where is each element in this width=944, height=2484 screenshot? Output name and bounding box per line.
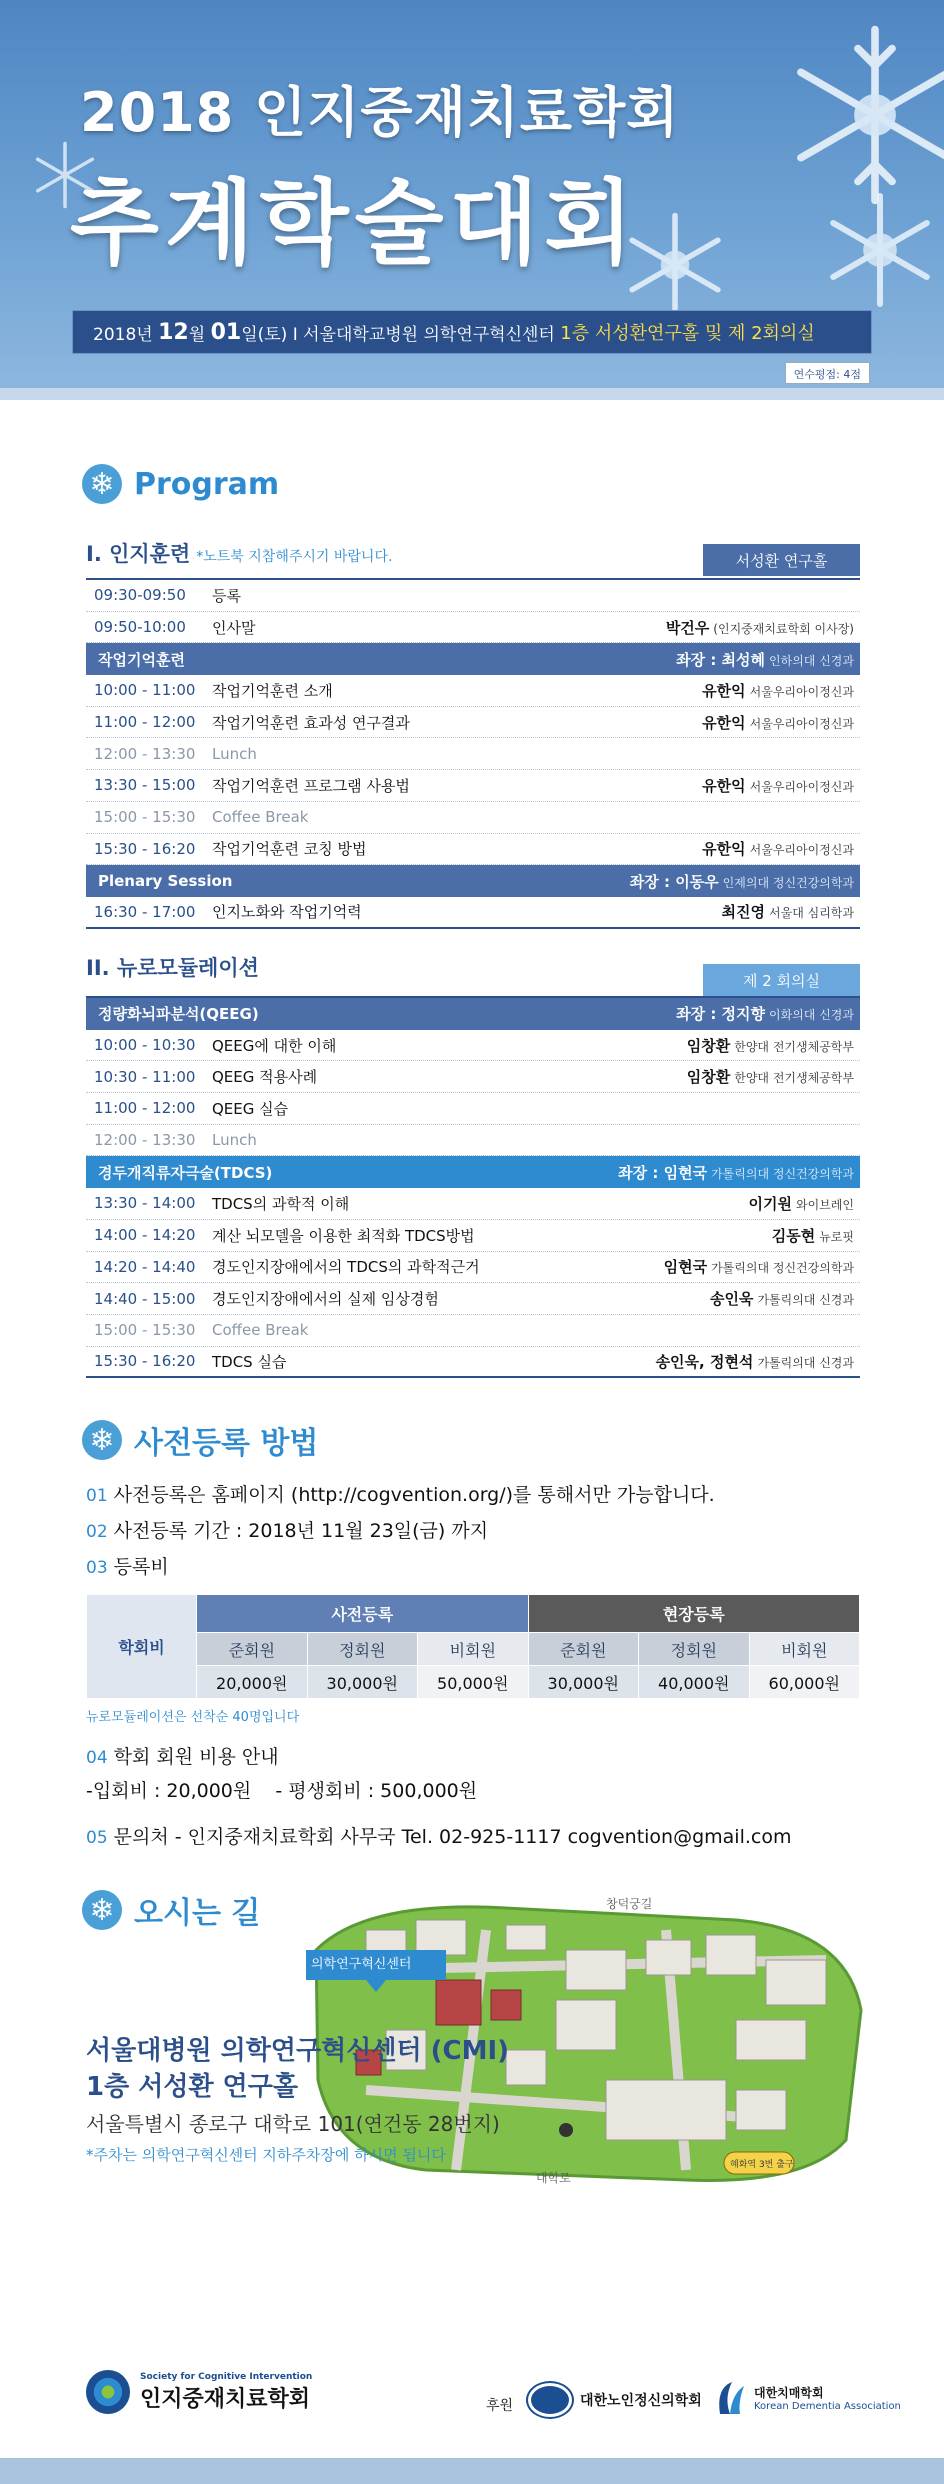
schedule-row (86, 707, 860, 739)
speaker-name: 박건우 (665, 618, 710, 637)
schedule-speaker (850, 586, 860, 604)
date-month: 12 (158, 319, 189, 345)
schedule-time: 15:30 - 16:20 (94, 1352, 196, 1371)
date-venue-bar (72, 310, 872, 354)
schedule-speaker (702, 712, 860, 733)
schedule-title: Lunch (212, 1131, 257, 1150)
fee-value: 30,000원 (307, 1666, 418, 1699)
registration-item-text: 등록비 (113, 1556, 169, 1578)
session-title: Plenary Session (98, 872, 233, 891)
chair-affiliation: 인하의대 신경과 (769, 653, 854, 668)
schedule-title: 경도인지장애에서의 TDCS의 과학적근거 (212, 1258, 480, 1277)
sponsor-2-logo-icon (714, 2378, 748, 2418)
registration-item-num: 02 (86, 1522, 108, 1542)
schedule-row (86, 1125, 860, 1157)
schedule-title: 계산 뇌모델을 이용한 최적화 TDCS방법 (212, 1226, 475, 1245)
speaker-name: 임현국 (663, 1258, 708, 1277)
part1-note: *노트북 지참해주시기 바랍니다. (196, 549, 393, 565)
registration-item-4 (86, 1742, 279, 1769)
speaker-name: 임창환 (686, 1068, 731, 1087)
schedule-speaker (710, 1288, 860, 1309)
speaker-name: 임창환 (686, 1036, 731, 1055)
schedule-row (86, 1252, 860, 1284)
snowflake-bullet-icon: ❄ (82, 1420, 122, 1460)
schedule-speaker (749, 1193, 860, 1214)
speaker-name: 이기원 (748, 1194, 793, 1213)
speaker-affiliation: (인지중재치료학회 이사장) (713, 621, 854, 636)
snowflake-bullet-icon: ❄ (82, 464, 122, 504)
session-chair (676, 649, 860, 670)
schedule-title: 등록 (212, 586, 241, 605)
fee-group-preregister: 사전등록 (197, 1595, 529, 1633)
speaker-affiliation: 서울우리아이정신과 (749, 684, 854, 699)
speaker-affiliation: 가톨릭의대 정신건강의학과 (711, 1261, 854, 1276)
registration-item-num: 03 (86, 1558, 108, 1578)
speaker-name: 유한익 (702, 713, 746, 732)
schedule-title: 작업기억훈련 소개 (212, 681, 333, 700)
schedule-speaker (664, 1256, 860, 1277)
snowflake-bullet-icon: ❄ (82, 1890, 122, 1930)
session-title: 작업기억훈련 (98, 650, 185, 669)
schedule-row (86, 580, 860, 612)
fee-value: 60,000원 (749, 1666, 860, 1699)
session-header-row (86, 643, 860, 675)
registration-item-text: 사전등록은 홈페이지 (http://cogvention.org/)를 통해서만 가능합니다. (113, 1484, 715, 1506)
schedule-time: 10:00 - 11:00 (94, 681, 196, 700)
speaker-name: 송인욱, 정현석 (655, 1352, 754, 1371)
schedule-time: 15:00 - 15:30 (94, 808, 196, 827)
session-chair (630, 871, 860, 892)
registration-item-num: 04 (86, 1748, 108, 1768)
part2-title: II. 뉴로모듈레이션 (86, 956, 259, 980)
fee-row-label: 학회비 (87, 1595, 197, 1699)
date-month-suffix: 월 (188, 324, 206, 345)
schedule-speaker (687, 1035, 860, 1056)
session-title: 경두개직류자극술(TDCS) (98, 1163, 273, 1182)
speaker-name: 유한익 (702, 776, 746, 795)
speaker-affiliation: 와이브레인 (796, 1197, 854, 1212)
registration-item-5 (86, 1822, 791, 1849)
schedule-speaker (687, 1066, 860, 1087)
schedule-row (86, 1030, 860, 1062)
schedule-title: 작업기억훈련 프로그램 사용법 (212, 776, 410, 795)
schedule-speaker (850, 1131, 860, 1149)
schedule-speaker (850, 808, 860, 826)
schedule-row (86, 897, 860, 929)
chair-affiliation: 이화의대 신경과 (769, 1008, 854, 1023)
fee-category: 준회원 (197, 1633, 308, 1666)
schedule-time: 14:00 - 14:20 (94, 1226, 196, 1245)
registration-item-num: 01 (86, 1486, 108, 1506)
schedule-row (86, 770, 860, 802)
part2-room-tag: 제 2 회의실 (703, 964, 860, 996)
schedule-speaker (656, 1351, 860, 1372)
registration-item-1 (86, 1480, 715, 1507)
registration-item-text: 사전등록 기간 : 2018년 11월 23일(금) 까지 (113, 1520, 489, 1542)
program-heading-text: Program (134, 466, 280, 502)
chair-name: 좌장 : 최성혜 (676, 650, 766, 669)
map-street-bottom-label: 대학로 (536, 2171, 571, 2185)
schedule-title: QEEG에 대한 이해 (212, 1036, 337, 1055)
speaker-name: 송인욱 (709, 1290, 754, 1309)
schedule-title: Lunch (212, 744, 257, 763)
credit-badge: 연수평점: 4점 (785, 362, 870, 384)
map-station-label: 혜화역 3번 출구 (730, 2160, 794, 2170)
schedule-time: 14:20 - 14:40 (94, 1257, 196, 1276)
schedule-time: 12:00 - 13:30 (94, 1131, 196, 1150)
event-title-line1: 2018 인지중재치료학회 (80, 81, 680, 144)
schedule-row (86, 1283, 860, 1315)
chair-affiliation: 인제의대 정신건강의학과 (722, 875, 854, 890)
session-title: 정량화뇌파분석(QEEG) (98, 1005, 259, 1024)
fee-value: 20,000원 (197, 1666, 308, 1699)
speaker-affiliation: 서울대 심리학과 (769, 906, 854, 921)
session-header-row (86, 1156, 860, 1188)
schedule-speaker (850, 1321, 860, 1339)
schedule-row (86, 834, 860, 866)
speaker-affiliation: 가톨릭의대 신경과 (757, 1355, 854, 1370)
fee-value: 30,000원 (528, 1666, 639, 1699)
session-header-row (86, 865, 860, 897)
parking-note: *주차는 의학연구혁신센터 지하주차장에 하시면 됩니다 (86, 2146, 446, 2164)
fee-value: 50,000원 (418, 1666, 529, 1699)
schedule-time: 09:30-09:50 (94, 586, 186, 605)
schedule-time: 15:30 - 16:20 (94, 839, 196, 858)
schedule-time: 10:00 - 10:30 (94, 1036, 196, 1055)
schedule-title: 인사말 (212, 618, 256, 637)
program-heading (82, 464, 279, 504)
society-logo (86, 2370, 312, 2414)
schedule-row (86, 1315, 860, 1347)
speaker-affiliation: 서울우리아이정신과 (749, 843, 854, 858)
sponsor-1 (528, 2383, 702, 2417)
date-day-suffix: 일(토) (241, 324, 288, 345)
schedule-title: QEEG 적용사례 (212, 1068, 318, 1087)
registration-item-2 (86, 1516, 488, 1543)
sponsor-2-name-en: Korean Dementia Association (754, 2401, 901, 2412)
fee-category: 정회원 (639, 1633, 750, 1666)
map-building-label: 의학연구혁신센터 (311, 1957, 412, 1972)
map-street-top-label: 창덕궁길 (606, 1897, 653, 1911)
schedule-title: Coffee Break (212, 808, 309, 827)
schedule-time: 15:00 - 15:30 (94, 1321, 196, 1340)
schedule-speaker (702, 775, 860, 796)
snowflake-right-icon (820, 190, 940, 310)
society-logo-icon (86, 2370, 130, 2414)
schedule-row (86, 1061, 860, 1093)
part1-title (86, 538, 392, 568)
schedule-title: 인지노화와 작업기억력 (212, 903, 362, 922)
schedule-row (86, 1093, 860, 1125)
part1-title-text: I. 인지훈련 (86, 542, 191, 566)
schedule-time: 14:40 - 15:00 (94, 1289, 196, 1308)
fee-category: 준회원 (528, 1633, 639, 1666)
schedule-row (86, 675, 860, 707)
registration-heading (82, 1418, 318, 1462)
speaker-affiliation: 서울우리아이정신과 (749, 716, 854, 731)
schedule-row (86, 1188, 860, 1220)
sponsor-1-logo-icon (528, 2383, 572, 2417)
date-day: 01 (210, 319, 242, 345)
directions-heading (82, 1888, 260, 1932)
society-name-en: Society for Cognitive Intervention (140, 2371, 313, 2382)
address-street: 서울특별시 종로구 대학로 101(연건동 28번지) (86, 2112, 500, 2136)
registration-heading-text: 사전등록 방법 (134, 1426, 319, 1461)
sponsor-2-name-ko: 대한치매학회 (754, 2386, 824, 2400)
schedule-title: TDCS 실습 (212, 1352, 287, 1371)
society-name-ko: 인지중재치료학회 (140, 2386, 311, 2412)
schedule-row (86, 802, 860, 834)
schedule-time: 11:00 - 12:00 (94, 1099, 196, 1118)
membership-fees: -입회비 : 20,000원 - 평생회비 : 500,000원 (86, 1780, 478, 1802)
directions-heading-text: 오시는 길 (134, 1896, 261, 1931)
speaker-affiliation: 한양대 전기생체공학부 (734, 1071, 854, 1086)
chair-name: 좌장 : 임현국 (618, 1163, 708, 1182)
schedule-time: 16:30 - 17:00 (94, 902, 196, 921)
speaker-name: 유한익 (702, 681, 746, 700)
speaker-name: 최진영 (721, 903, 766, 922)
schedule-title: TDCS의 과학적 이해 (212, 1194, 350, 1213)
schedule-time: 13:30 - 14:00 (94, 1194, 196, 1213)
schedule-row (86, 1220, 860, 1252)
snowflake-large-icon (780, 20, 944, 210)
registration-item-text: 문의처 - 인지중재치료학회 사무국 Tel. 02-925-1117 cogvention@gmail.com (113, 1826, 792, 1848)
session-chair (676, 1003, 860, 1024)
schedule-speaker (850, 745, 860, 763)
schedule-title: QEEG 실습 (212, 1099, 289, 1118)
registration-item-text: 학회 회원 비용 안내 (113, 1746, 279, 1768)
header-bottom-strip (0, 388, 944, 400)
part1-schedule (86, 578, 860, 929)
venue-highlight: 1층 서성환연구홀 및 제 2회의실 (560, 323, 815, 344)
schedule-row (86, 612, 860, 644)
schedule-speaker (702, 680, 860, 701)
event-title-line2: 추계학술대회 (70, 170, 640, 277)
sponsor-1-name: 대한노인정신의학회 (580, 2393, 702, 2409)
fee-table (86, 1594, 860, 1699)
registration-item-3 (86, 1552, 169, 1579)
fee-category: 비회원 (418, 1633, 529, 1666)
speaker-affiliation: 한양대 전기생체공학부 (734, 1039, 854, 1054)
session-header-row (86, 998, 860, 1030)
venue-text: I 서울대학교병원 의학연구혁신센터 (292, 324, 555, 345)
schedule-time: 12:00 - 13:30 (94, 744, 196, 763)
fee-note: 뉴로모듈레이션은 선착순 40명입니다 (86, 1710, 300, 1725)
schedule-title: 작업기억훈련 효과성 연구결과 (212, 713, 410, 732)
chair-affiliation: 가톨릭의대 정신건강의학과 (711, 1166, 854, 1181)
address-room: 1층 서성환 연구홀 (86, 2072, 299, 2102)
schedule-time: 10:30 - 11:00 (94, 1067, 196, 1086)
sponsor-2 (714, 2378, 901, 2418)
date-year: 2018년 (93, 324, 153, 345)
schedule-time: 13:30 - 15:00 (94, 776, 196, 795)
header-banner (0, 0, 944, 400)
schedule-row (86, 738, 860, 770)
schedule-speaker (666, 617, 860, 638)
schedule-row (86, 1347, 860, 1379)
part2-schedule (86, 996, 860, 1378)
schedule-speaker (722, 901, 860, 922)
fee-category: 정회원 (307, 1633, 418, 1666)
speaker-name: 유한익 (702, 840, 746, 859)
speaker-affiliation: 뉴로핏 (819, 1229, 854, 1244)
session-chair (618, 1162, 860, 1183)
part1-room-tag: 서성환 연구홀 (703, 544, 860, 576)
registration-item-num: 05 (86, 1828, 108, 1848)
schedule-title: 경도인지장애에서의 실제 임상경험 (212, 1290, 439, 1309)
speaker-affiliation: 서울우리아이정신과 (749, 779, 854, 794)
address-building: 서울대병원 의학연구혁신센터 (CMI) (86, 2036, 510, 2066)
fee-group-onsite: 현장등록 (528, 1595, 860, 1633)
schedule-title: 작업기억훈련 코칭 방법 (212, 840, 367, 859)
fee-category: 비회원 (749, 1633, 860, 1666)
schedule-time: 11:00 - 12:00 (94, 713, 196, 732)
fee-value: 40,000원 (639, 1666, 750, 1699)
speaker-name: 김동현 (771, 1226, 816, 1245)
schedule-title: Coffee Break (212, 1321, 309, 1340)
schedule-speaker (702, 838, 860, 859)
schedule-time: 09:50-10:00 (94, 618, 186, 637)
chair-name: 좌장 : 정지향 (676, 1005, 766, 1024)
footer-bottom-bar (0, 2458, 944, 2484)
chair-name: 좌장 : 이동우 (629, 872, 719, 891)
sponsor-label: 후원 (486, 2398, 514, 2414)
speaker-affiliation: 가톨릭의대 신경과 (757, 1293, 854, 1308)
schedule-speaker (850, 1099, 860, 1117)
schedule-speaker (772, 1225, 860, 1246)
